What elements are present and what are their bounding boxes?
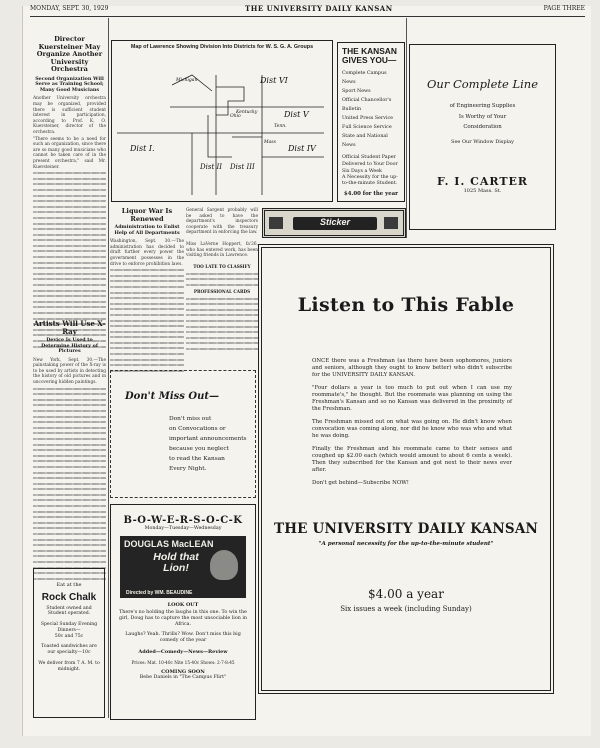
coming-film: Bebe Daniels in "The Campus Flirt": [139, 675, 227, 681]
map-drawing: [112, 67, 332, 199]
district-1-label: Dist I.: [130, 144, 155, 153]
dont-miss-line: Every Night.: [169, 466, 207, 472]
dont-miss-title: Don't Miss Out—: [125, 391, 219, 402]
orchestra-article: [33, 36, 106, 351]
xray-para-1: New York, Sept. 30.—The painstaking power of the X-ray is to be used by artists in detecting the history of old pictures and in uncovering hidden paintings.: [33, 357, 106, 386]
professional-cards-list: [186, 298, 258, 350]
xray-subhead: Device Is Used to Determine History of Pictures: [41, 337, 98, 355]
orchestra-para-2: "There seems to be a need for such an organization, since there are so many good musicians who cannot be taken care of in the present orchestra," said Mr. Kuersteiner.: [33, 136, 106, 170]
bowersock-title: B-O-W-E-R-S-O-C-K: [123, 515, 243, 526]
kansan-feature-item: State and National News: [342, 134, 388, 148]
bowersock-ad: [110, 504, 256, 720]
liquor-para: Washington, Sept. 30.—The administration has decided to draft further every power the government possesses in the drive to enforce prohibition laws.: [110, 239, 184, 267]
header-page-number: PAGE THREE: [543, 5, 585, 12]
rock-chalk-ad: [33, 568, 105, 718]
district-4-label: Dist IV: [288, 144, 316, 153]
street-kentucky: Kentucky: [236, 110, 258, 115]
film-poster: [120, 536, 246, 598]
district-6-label: Dist VI: [260, 76, 288, 85]
column-rule: [108, 18, 109, 718]
liquor-headline: Liquor War Is Renewed: [121, 207, 173, 223]
fable-issues: Six issues a week (including Sunday): [340, 605, 472, 613]
coming-soon-label: COMING SOON: [161, 668, 205, 675]
professional-cards-heading: PROFESSIONAL CARDS: [193, 288, 251, 294]
xray-headline: Artists Will Use X-Ray: [33, 319, 106, 337]
carter-ad-title: Our Complete Line: [426, 77, 539, 91]
kansan-feature-item: Complete Campus News: [342, 71, 387, 85]
sticker-banner: [262, 208, 406, 238]
carter-ad-address: 1025 Mass. St.: [463, 188, 502, 194]
kansan-ad-title: THE KANSAN GIVES YOU—: [342, 46, 397, 65]
film-credit: Directed by WM. BEAUDINE: [126, 589, 193, 596]
liquor-body-continued: [110, 269, 184, 372]
fable-price: $4.00 a year: [368, 587, 444, 601]
kansan-feature-item: Full Science Service: [342, 125, 392, 130]
header-date: MONDAY, SEPT. 30, 1929: [30, 5, 109, 12]
kansan-ad-price: $4.00 for the year: [344, 191, 398, 197]
xray-body-continued: [33, 388, 106, 580]
carter-ad-line-4: See Our Window Display: [451, 138, 514, 145]
lion-illustration: [210, 550, 238, 580]
fable-title: Listen to This Fable: [297, 294, 515, 316]
carter-ad: [409, 44, 556, 230]
orchestra-subhead: Second Organization Will Serve as Training School; Many Good Musicians: [35, 75, 104, 93]
header-masthead: THE UNIVERSITY DAILY KANSAN: [245, 4, 393, 13]
orchestra-para-1: Another University orchestra may be organized, provided there is sufficient student interest in participation, according to Prof. K. O. Kuersteiner, director of the orchestra.: [33, 96, 106, 135]
film-star: DOUGLAS MacLEAN: [124, 538, 214, 549]
dont-miss-line: Don't miss out: [169, 416, 212, 422]
fable-story: [312, 358, 512, 487]
dont-miss-lines: [169, 414, 255, 474]
street-tenn: Tenn.: [274, 124, 287, 129]
kansan-features-ad: [337, 42, 405, 202]
liquor-subhead: Administration to Enlist Help of All Departments: [114, 224, 180, 236]
fable-para-3: The Freshman missed out on what was going on. He didn't know when convocation was coming along, nor did he know who was who and what he was doing.: [312, 419, 512, 439]
ticket-prices: Prices: Mat. 10-40c Nite 15-40c Shows: 2-7-8:45: [131, 659, 235, 665]
rock-chalk-intro: Eat at the: [56, 582, 82, 588]
sticker-label: Sticker: [319, 217, 351, 227]
orchestra-headline: Director Kuersteiner May Organize Another University Orchestra: [36, 35, 103, 74]
district-2-label: Dist II: [200, 163, 223, 171]
film-title: Hold that Lion!: [153, 550, 199, 574]
carter-ad-name: F. I. CARTER: [436, 175, 529, 188]
bowersock-days: Monday—Tuesday—Wednesday: [144, 526, 222, 531]
carter-ad-line-2: Is Worthy of Your: [458, 113, 507, 120]
map-title: Map of Lawrence Showing Division Into Districts for W. S. G. A. Groups: [130, 44, 314, 50]
xray-article: [33, 320, 106, 583]
kansan-ad-six: Six Days a Week: [342, 169, 382, 174]
column-rule: [406, 18, 407, 238]
kansan-ad-delivered: Delivered to Your Door: [342, 162, 398, 167]
street-ohio: Ohio: [230, 114, 241, 119]
lawrence-map: [111, 40, 333, 202]
fable-para-1: ONCE there was a Freshman (as there have been sophomores, juniors and seniors, although they ought to know better) who didn't subscribe for the UNIVERSITY DAILY KANSAN.: [312, 358, 512, 378]
fable-para-2: "Four dollars a year is too much to put out when I can use my roommate's," he thought. But the roommate was planning on using the Freshman's Kansan and so no Kansan was delivered in the proximity of the Freshman.: [312, 385, 512, 412]
rock-chalk-line-3: 50c and 75c: [54, 633, 84, 639]
dont-miss-ad: [110, 370, 256, 498]
added-features: Added—Comedy—News—Review: [138, 649, 228, 655]
film-teaser: Laughs? Yeah. Thrills? Wow. Don't miss this big comedy of the year: [125, 632, 241, 643]
dont-miss-line: to read the Kansan: [169, 456, 225, 462]
kansan-feature-item: Official Chancellor's Bulletin: [342, 98, 392, 112]
rock-chalk-line-1: Student owned and Student operated.: [46, 605, 92, 617]
middle-para-2: Miss LaVerne Hoppert, fa'26, who has entered work, has been visiting friends in Lawrence.: [186, 241, 258, 259]
look-out-label: LOOK OUT: [167, 601, 199, 608]
street-michigan: Michigan: [176, 78, 198, 83]
fable-masthead: THE UNIVERSITY DAILY KANSAN: [273, 521, 539, 537]
fable-para-4: Finally the Freshman and his roommate came to their senses and coughed up $2.00 each (which would amount to about 6 cents a week). Then they subscribed for the Kansan and got next to their news ever after.: [312, 446, 512, 473]
kansan-ad-necessity: A Necessity for the up-to-the-minute Student.: [342, 175, 398, 186]
kansan-feature-item: United Press Service: [342, 116, 394, 121]
kansan-ad-paper: Official Student Paper: [342, 155, 396, 160]
too-late-heading: TOO LATE TO CLASSIFY: [193, 263, 251, 269]
page-header: [30, 2, 585, 17]
fable-para-5: Don't get behind—Subscribe NOW!: [312, 480, 409, 486]
rock-chalk-line-5: We deliver from 7 A. M. to midnight.: [38, 661, 100, 672]
rock-chalk-line-4: Toasted sandwiches are our specialty—10c: [41, 644, 97, 656]
fable-ad: [258, 244, 554, 694]
middle-para-1: General Sargent probably will be asked to have the department's inspectors cooperate with the treasury department in enforcing the law.: [186, 208, 258, 236]
dont-miss-line: because you neglect: [169, 446, 229, 452]
film-description: There's no holding the laughs in this one. To win the girl, Doug has to capture the most unsociable lion in Africa.: [119, 610, 247, 627]
district-3-label: Dist III: [230, 163, 255, 171]
dont-miss-line: on Convocations or: [169, 426, 226, 432]
fable-tagline: "A personal necessity for the up-to-the-minute student": [318, 541, 494, 547]
liquor-article: [110, 208, 184, 375]
district-5-label: Dist V: [284, 110, 309, 119]
street-mass: Mass: [264, 140, 276, 145]
kansan-features-list: [342, 69, 400, 150]
rock-chalk-line-2: Special Sunday Evening Dinners—: [40, 622, 98, 633]
carter-ad-line-3: Consideration: [463, 124, 502, 130]
carter-ad-line-1: of Engineering Supplies: [449, 103, 516, 109]
kansan-feature-item: Sport News: [342, 89, 371, 94]
dont-miss-line: important announcements: [169, 436, 247, 442]
middle-column: [186, 208, 258, 354]
rock-chalk-name: Rock Chalk: [41, 591, 97, 603]
